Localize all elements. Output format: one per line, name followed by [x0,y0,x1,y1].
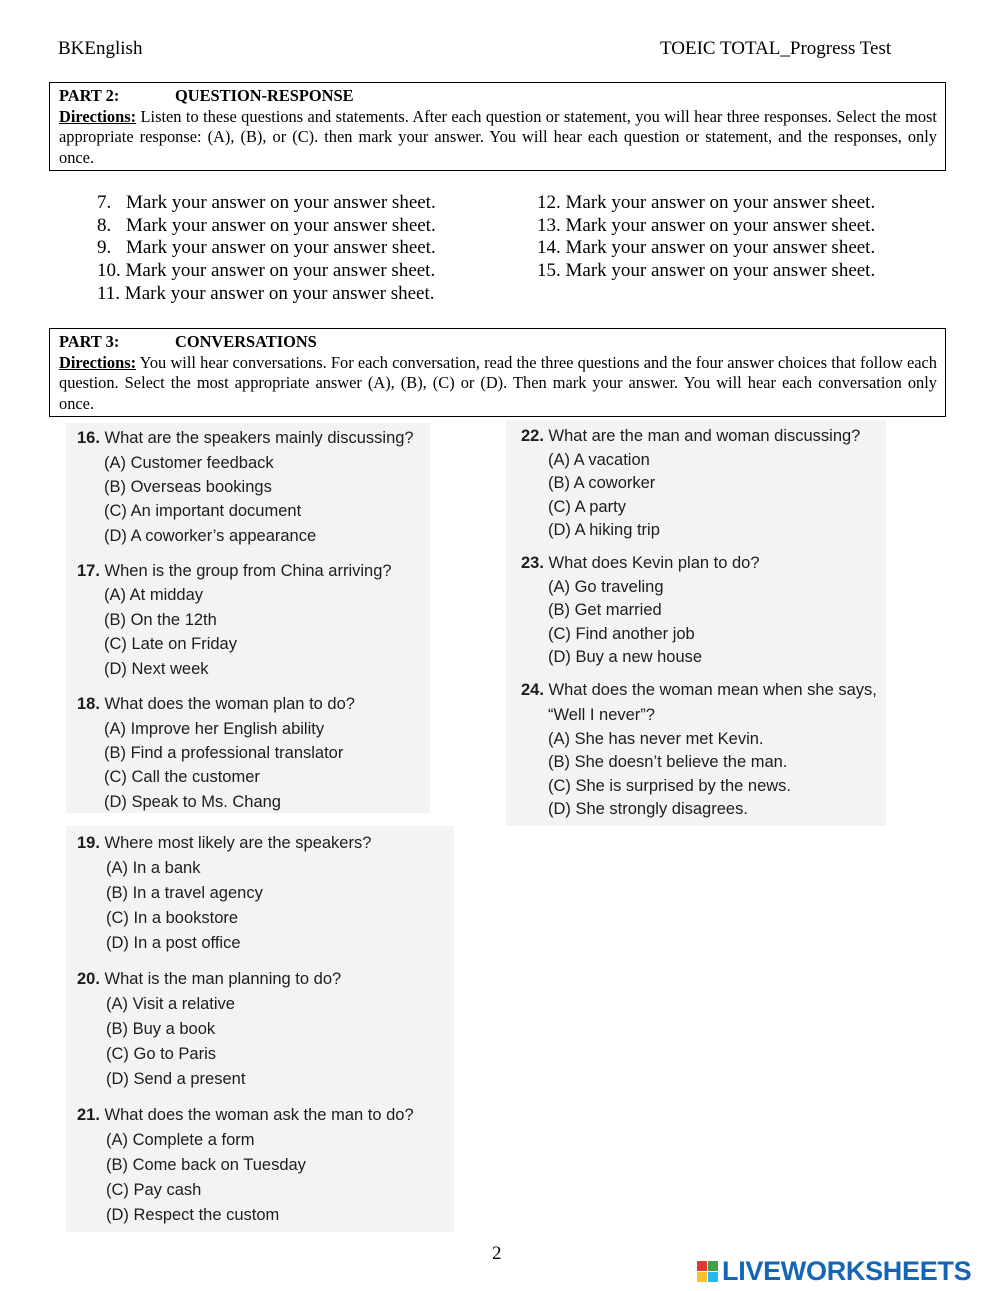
option: (D) In a post office [106,934,241,952]
list-item: 11. Mark your answer on your answer sheet. [97,282,435,304]
part3-heading: PART 3: CONVERSATIONS [59,332,317,351]
questions-16-18-scan [66,423,430,813]
list-item: 10. Mark your answer on your answer sheet. [97,260,436,282]
list-item: 14. Mark your answer on your answer sheet. [537,237,876,259]
option: (D) Next week [104,660,209,678]
liveworksheets-logo [697,1256,971,1286]
option: (C) Go to Paris [106,1045,217,1063]
question-21: 21. What does the woman ask the man to do? [77,1106,414,1124]
option: (C) Call the customer [104,768,260,786]
header-right: TOEIC TOTAL_Progress Test [660,38,892,59]
option: (C) A party [548,498,626,516]
part3-directions: Directions: You will hear conversations. For each conversation, read the three questions and the four answer choices that follow each question. Select the most appropriate answer (A), (B), (C) or (D). Then mark your answer. You will hear each conversation only once. [59,352,937,413]
option: (D) Send a present [106,1070,246,1088]
option: (C) Late on Friday [104,635,237,653]
option: (A) At midday [104,586,204,604]
option: (C) Find another job [548,625,695,643]
option: (A) Improve her English ability [104,720,325,738]
option: (A) Complete a form [106,1131,255,1149]
option: (B) In a travel agency [106,884,263,902]
option: (B) Come back on Tuesday [106,1156,306,1174]
list-item: 13. Mark your answer on your answer sheet. [537,214,876,236]
part2-directions: Directions: Listen to these questions and statements. After each question or statement, you will hear three responses. Select the most appropriate response: (A), (B), or (C). then mark your answer. You will hear each question or statement, and the responses, only once. [59,106,937,167]
question-18: 18. What does the woman plan to do? [77,695,355,713]
questions-22-24-scan [506,420,886,826]
option: (D) A hiking trip [548,521,660,539]
question-23: 23. What does Kevin plan to do? [521,554,760,572]
option: (B) Find a professional translator [104,744,344,762]
option: (D) Speak to Ms. Chang [104,793,281,811]
option: (A) Go traveling [548,578,664,596]
option: (B) A coworker [548,474,656,492]
option: (A) She has never met Kevin. [548,730,764,748]
question-24-quote: “Well I never”? [548,706,655,724]
logo-text: LIVEWORKSHEETS [722,1255,972,1286]
option: (A) A vacation [548,451,650,469]
option: (C) An important document [104,502,302,520]
question-20: 20. What is the man planning to do? [77,970,342,988]
option: (D) She strongly disagrees. [548,800,748,818]
option: (A) Customer feedback [104,454,274,472]
option: (C) Pay cash [106,1181,202,1199]
list-item: 7. Mark your answer on your answer sheet. [97,192,436,213]
question-17: 17. When is the group from China arriving? [77,562,392,580]
option: (D) Buy a new house [548,648,703,666]
page-number: 2 [492,1243,502,1264]
header-left: BKEnglish [58,38,143,59]
list-item: 9. Mark your answer on your answer sheet. [97,237,436,259]
part2-list-right [537,192,875,283]
option: (A) In a bank [106,859,201,877]
questions-19-21-scan [66,826,454,1232]
list-item: 15. Mark your answer on your answer sheet. [537,260,876,282]
question-24: 24. What does the woman mean when she says, [521,681,877,699]
option: (D) Respect the custom [106,1206,280,1224]
option: (C) In a bookstore [106,909,239,927]
option: (B) She doesn’t believe the man. [548,753,788,771]
part2-heading: PART 2: QUESTION-RESPONSE [59,86,354,105]
option: (B) On the 12th [104,611,217,629]
option: (B) Overseas bookings [104,478,272,496]
option: (B) Buy a book [106,1020,216,1038]
question-22: 22. What are the man and woman discussing? [521,427,861,445]
option: (A) Visit a relative [106,995,235,1013]
option: (B) Get married [548,601,662,619]
part2-list-left [97,192,436,306]
logo-blocks-icon [697,1261,718,1282]
question-19: 19. Where most likely are the speakers? [77,834,372,852]
question-16: 16. What are the speakers mainly discussing? [77,429,414,447]
list-item: 12. Mark your answer on your answer sheet. [537,192,876,213]
part2-directions-box [49,82,946,171]
option: (C) She is surprised by the news. [548,777,792,795]
option: (D) A coworker’s appearance [104,527,317,545]
part3-directions-box [49,328,946,417]
list-item: 8. Mark your answer on your answer sheet. [97,214,436,236]
